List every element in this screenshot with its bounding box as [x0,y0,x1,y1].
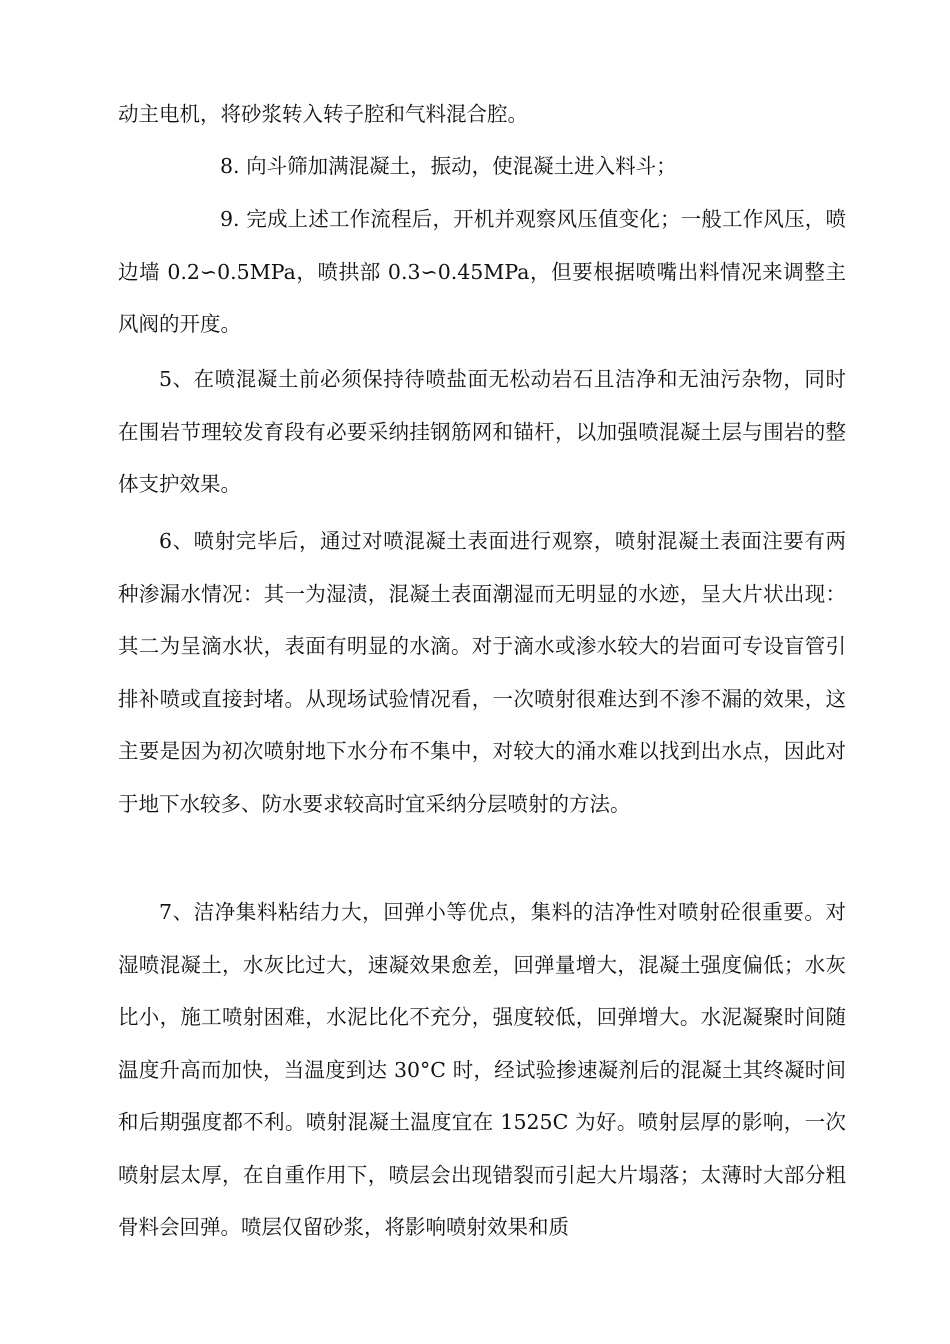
paragraph-continuation: 动主电机，将砂浆转入转子腔和气料混合腔。 [118,102,528,126]
paragraph-item-6: 6、喷射完毕后，通过对喷混凝土表面进行观察，喷射混凝土表面注要有两种渗漏水情况：其一为湿渍，混凝土表面潮湿而无明显的水迹，呈大片状出现：其二为呈滴水状，表面有明显的水滴。对于滴水或渗水较大的岩面可专设盲管引排补喷或直接封堵。从现场试验情况看，一次喷射很难达到不渗不漏的效果，这主要是因为初次喷射地下水分布不集中，对较大的涌水难以找到出水点，因此对于地下水较多、防水要求较高时宜采纳分层喷射的方法。 [118,529,846,816]
paragraph-step-9: 9. 完成上述工作流程后，开机并观察风压值变化；一般工作风压，喷边墙 0.2∽0.5MPa，喷拱部 0.3∽0.45MPa，但要根据喷嘴出料情况来调整主风阀的开度。 [118,207,846,336]
paragraph-item-5: 5、在喷混凝土前必须保持待喷盐面无松动岩石且洁净和无油污杂物，同时在围岩节理较发育段有必要采纳挂钢筋网和锚杆，以加强喷混凝土层与围岩的整体支护效果。 [118,367,846,496]
paragraph-item-7: 7、洁净集料粘结力大，回弹小等优点，集料的洁净性对喷射砼很重要。对湿喷混凝土，水灰比过大，速凝效果愈差，回弹量增大，混凝土强度偏低；水灰比小，施工喷射困难，水泥比化不充分，强度较低，回弹增大。水泥凝聚时间随温度升高而加快，当温度到达 30°C 时，经试验掺速凝剂后的混凝土其终凝时间和后期强度都不利。喷射混凝土温度宜在 1525C 为好。喷射层厚的影响，一次喷射层太厚，在自重作用下，喷层会出现错裂而引起大片塌落；太薄时大部分粗骨料会回弹。喷层仅留砂浆，将影响喷射效果和质 [118,900,846,1239]
paragraph-step-8: 8. 向斗筛加满混凝土，振动，使混凝土进入料斗； [220,154,677,178]
